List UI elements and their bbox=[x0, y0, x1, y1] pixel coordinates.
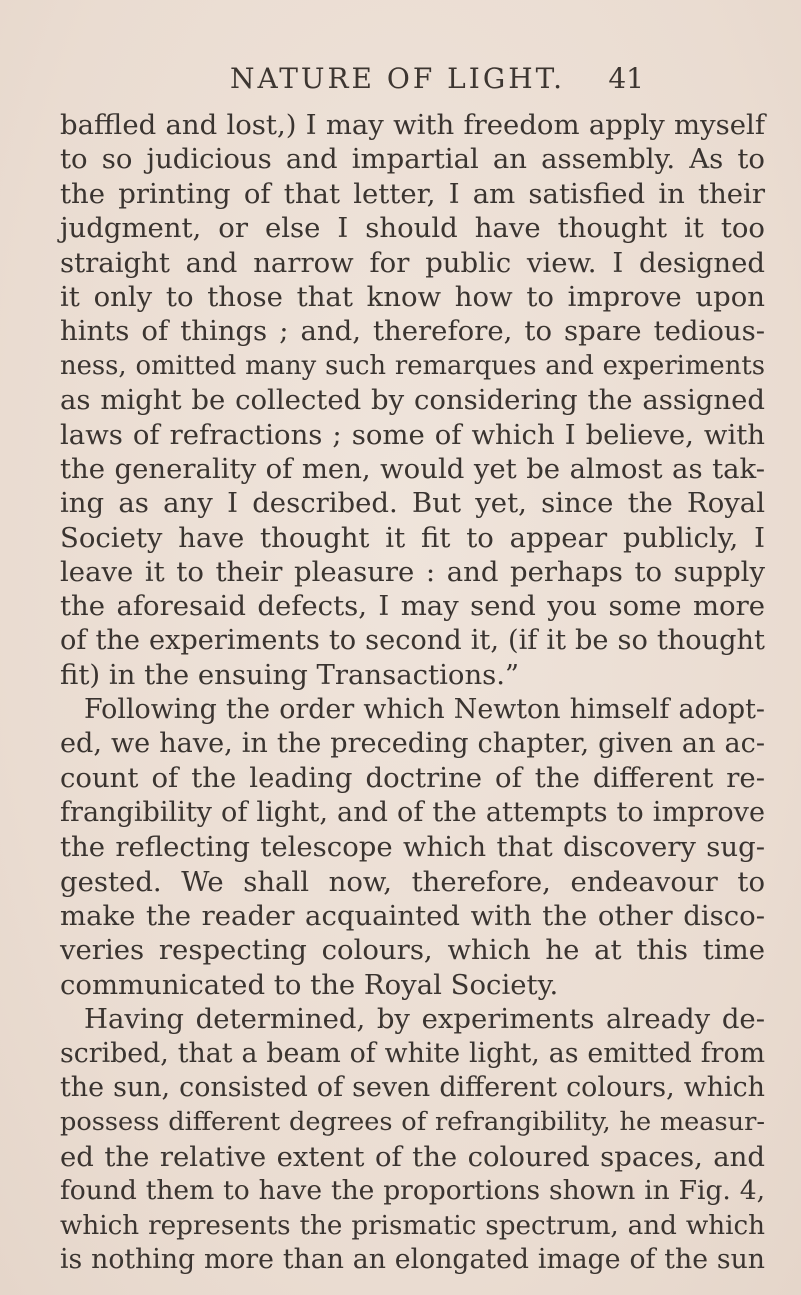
text-line: gested. We shall now, therefore, endeavour to bbox=[60, 865, 765, 898]
text-line: the sun, consisted of seven different colours, which bbox=[60, 1071, 765, 1103]
text-line: found them to have the proportions shown in Fig. 4, bbox=[60, 1175, 765, 1207]
text-line: laws of refractions ; some of which I believe, with bbox=[60, 418, 765, 451]
text-line: the printing of that letter, I am satisfied in their bbox=[60, 177, 765, 210]
text-line: the reflecting telescope which that discovery sug- bbox=[60, 831, 765, 864]
text-line: Having determined, by experiments already de- bbox=[84, 1003, 765, 1036]
text-line: which represents the prismatic spectrum, and which bbox=[60, 1210, 765, 1241]
text-line: count of the leading doctrine of the different re- bbox=[60, 762, 765, 795]
text-line: scribed, that a beam of white light, as emitted from bbox=[60, 1037, 765, 1069]
text-line: straight and narrow for public view. I designed bbox=[60, 246, 765, 279]
text-line: is nothing more than an elongated image of the sun bbox=[60, 1243, 765, 1275]
text-line: make the reader acquainted with the other disco- bbox=[60, 899, 765, 932]
running-title: NATURE OF LIGHT. bbox=[230, 62, 566, 95]
text-line: leave it to their pleasure : and perhaps to supply bbox=[60, 556, 765, 589]
text-line: baffled and lost,) I may with freedom apply myself bbox=[60, 109, 765, 141]
text-line: as might be collected by considering the assigned bbox=[60, 384, 765, 417]
text-line: ness, omitted many such remarques and experiments bbox=[60, 350, 765, 381]
text-line: veries respecting colours, which he at this time bbox=[60, 934, 765, 967]
page-number: 41 bbox=[608, 62, 644, 95]
text-line: Society have thought it fit to appear publicly, I bbox=[60, 521, 765, 554]
text-line: ing as any I described. But yet, since the Royal bbox=[60, 487, 765, 520]
text-line: hints of things ; and, therefore, to spare tedious- bbox=[60, 315, 765, 348]
text-line: possess different degrees of refrangibility, he measur- bbox=[60, 1107, 765, 1138]
text-line: the generality of men, would yet be almost as tak- bbox=[60, 452, 765, 485]
text-line: judgment, or else I should have thought it too bbox=[60, 212, 765, 245]
text-line: ed, we have, in the preceding chapter, given an ac- bbox=[60, 728, 765, 760]
text-line: Following the order which Newton himself adopt- bbox=[84, 693, 765, 725]
body-text bbox=[60, 108, 765, 1277]
text-line: ed the relative extent of the coloured spaces, and bbox=[60, 1140, 765, 1173]
text-line: fit) in the ensuing Transactions.” bbox=[60, 659, 520, 692]
text-line: communicated to the Royal Society. bbox=[60, 968, 559, 1001]
text-line: to so judicious and impartial an assembly. As to bbox=[60, 143, 765, 176]
running-head bbox=[230, 62, 650, 102]
text-line: frangibility of light, and of the attempts to improve bbox=[60, 796, 765, 828]
text-line: of the experiments to second it, (if it be so thought bbox=[60, 624, 765, 656]
text-line: the aforesaid defects, I may send you some more bbox=[60, 590, 765, 623]
text-line: it only to those that know how to improve upon bbox=[60, 280, 765, 313]
